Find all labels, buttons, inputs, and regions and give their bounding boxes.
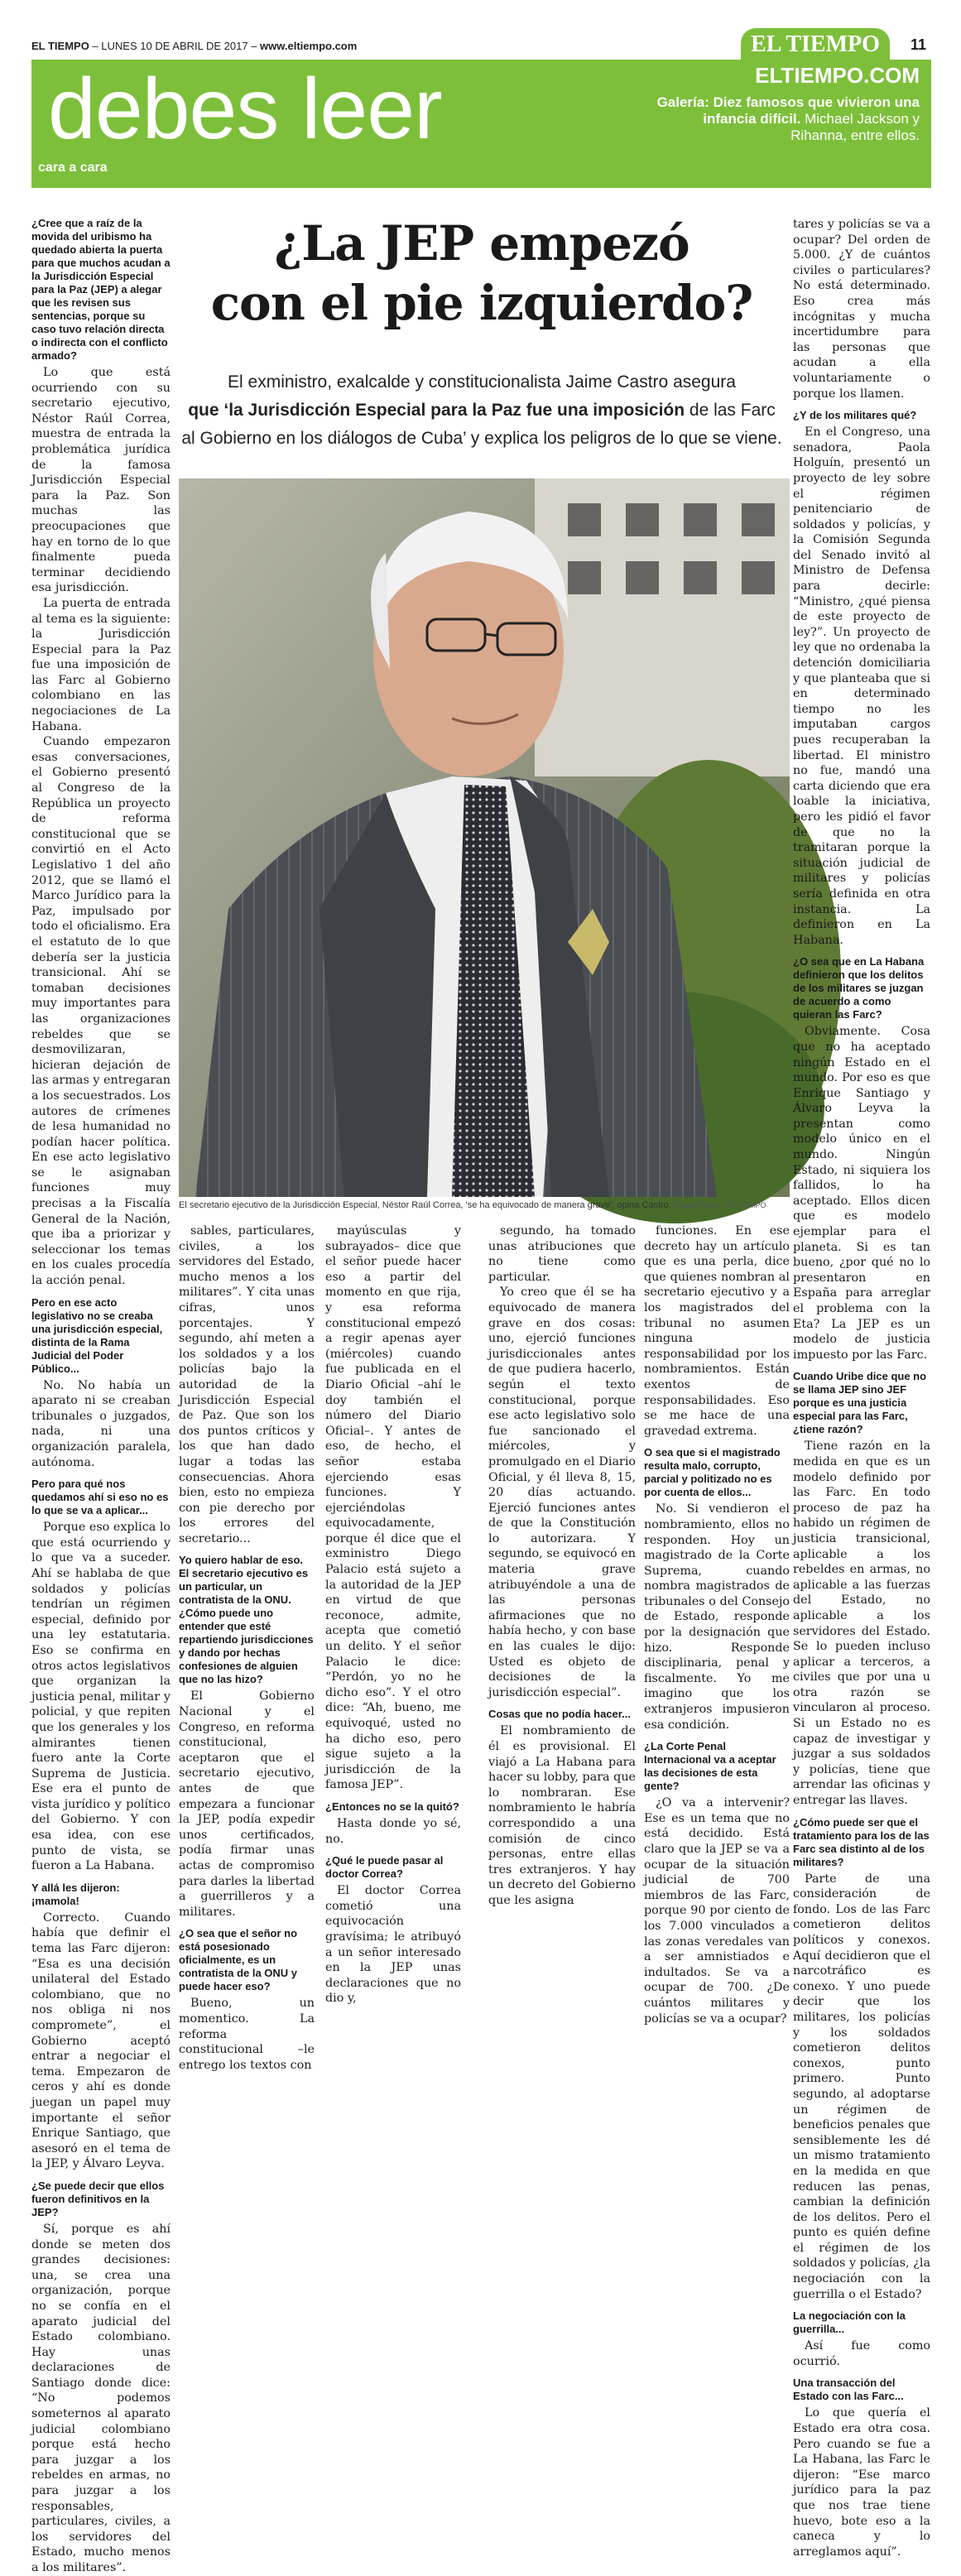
interview-answer: El nombramiento de él es provisional. El viajó a La Habana para hacer su lobby, para que lo nombraran. Ese nombramiento le habría correspondido a una comisión de cinco personas, entre ellas tres extranjeros. Y hay un decreto del Gobierno que les asigna <box>488 1724 636 1907</box>
column-bottom-4 <box>644 1223 790 2026</box>
deck <box>175 368 788 453</box>
interview-question: Y allá les dijeron: ¡mamola! <box>31 1881 120 1907</box>
interview-answer: Hasta donde yo sé, no. <box>325 1816 461 1846</box>
interview-answer: Sí, porque es ahí donde se meten dos grandes decisiones: una, se crea una organización, porque no se confía en el aparato judicial del Estado colombiano. Hay unas declaraciones de Santiago donde dice: “No podemos someternos al aparato judicial colombiano porque está hecho para juzgar a los rebeldes en armas, no para juzgar a los responsables, particulares, civiles, a los servidores del Estado, mucho menos a los militares”. <box>31 2222 171 2574</box>
interview-answer: El Gobierno Nacional y el Congreso, en reforma constitucional, aceptaron que el secretario ejecutivo, antes de que empezara a funcionar la JEP, podía expedir unos certificados, podía firmar unas actas de compromiso para darles la libertad a guerrilleros y a militares. <box>179 1689 315 1919</box>
interview-question: ¿Y de los militares qué? <box>793 409 917 422</box>
brand-label: EL TIEMPO <box>31 40 89 52</box>
interview-question: ¿Cómo puede ser que el tratamiento para los de las Farc sea distinto al de los militares? <box>793 1815 930 1868</box>
interview-answer: sables, particulares, civiles, a los servidores del Estado, mucho menos a los militares”. Y cita unas cifras, unos porcentajes. Y segundo, ahí meten a los soldados y a los policías bajo la autoridad de la Jurisdicción Especial de Paz. Que son los dos puntos críticos y los que han dado lugar a todas las consecuencias. Ahora bien, esto no empieza con pie derecho por los errores del secretario... <box>179 1224 315 1545</box>
interview-answer: Yo creo que él se ha equivocado de manera grave en dos cosas: uno, ejerció funciones jurisdiccionales antes de que pudiera hacerlo, según el texto constitucional, porque ese acto legislativo solo fue sancionado el miércoles, y promulgado en el Diario Oficial, y él lleva 8, 15, 20 días actuando. Ejerció funciones antes de que la Constitución lo autorizara. Y segundo, se equivocó en materia grave atribuyéndole a una de las personas afirmaciones que no había hecho, y con base en las cuales le dijo: Usted es objeto de decisiones de la jurisdicción especial”. <box>488 1286 636 1699</box>
interview-answer: El doctor Correa cometió una equivocación gravísima; le atribuyó a un señor interesado en la JEP unas declaraciones que no dio y, <box>325 1884 461 2006</box>
headline-line-1: ¿La JEP empezó <box>274 215 690 272</box>
deck-line-2 <box>175 396 788 425</box>
deck-bold: que ‘la Jurisdicción Especial para la Paz fue una imposición <box>188 401 685 420</box>
interview-answer: segundo, ha tomado unas atribuciones que no tiene como particular. <box>488 1224 636 1284</box>
header-line: EL TIEMPO – LUNES 10 DE ABRIL DE 2017 – www.eltiempo.com <box>31 40 358 52</box>
interview-question: Yo quiero hablar de eso. El secretario ejecutivo es un particular, un contratista de la ONU. ¿Cómo puede uno entender que esté repartiendo jurisdicciones y dando por hechas confesiones de alguien que no las hizo? <box>179 1554 314 1686</box>
interview-answer: No. No había un aparato ni se creaban tribunales o juzgados, nada, ni una organización paralela, autónoma. <box>31 1378 171 1469</box>
interview-question: ¿O sea que el señor no está posesionado oficialmente, es un contratista de la ONU y puede hacer eso? <box>179 1927 298 1993</box>
interview-answer: Lo que está ocurriendo con su secretario ejecutivo, Néstor Raúl Correa, muestra de entrada la problemática jurídica de la famosa Jurisdicción Especial para la Paz. Son muchas las preocupaciones que hay en torno de lo que finalmente pueda terminar decidiendo esa jurisdicción. <box>31 366 171 595</box>
banner-subtitle: cara a cara <box>38 161 108 175</box>
banner-promo[interactable] <box>646 94 920 144</box>
interview-answer: Obviamente. Cosa que no ha aceptado ningún Estado en el mundo. Por eso es que Enrique Santiago y Álvaro Leyva la presentan como modelo único en el mundo. Ningún Estado, ni siquiera los fallidos, lo ha aceptado. Ellos dicen que es modelo ejemplar para el planeta. Si es tan bueno, ¿por qué no lo presentaron en España para arreglar el problema con la Eta? La JEP es un modelo de justicia impuesto por las Farc. <box>793 1025 930 1362</box>
column-bottom-3 <box>488 1223 636 1907</box>
interview-answer: En el Congreso, una senadora, Paola Holguín, presentó un proyecto de ley sobre el régimen penitenciario de soldados y policías, y la Comisión Segunda del Senado invitó al Ministro de Defensa para decirle: “Ministro, ¿qué piensa de este proyecto de ley?”. Un proyecto de ley que no ordenaba la detención domiciliaria y que planteaba que si en determinado tiempo no les imputaban cargos pues recuperaban la libertad. El ministro no fue, mandó una carta diciendo que era loable la iniciativa, pero les pidió el favor de que no la tramitaran porque la situación judicial de militares y policías sería definida en otra instancia. La definieron en La Habana. <box>793 425 930 947</box>
interview-answer: Correcto. Cuando había que definir el tema las Farc dijeron: “Esa es una decisión unilateral del Estado colombiano, que no nos obliga ni nos compromete”, el Gobierno aceptó entrar a negociar el tema. Empezaron de ceros y ahí es donde juegan un papel muy importante el señor Enrique Santiago, que asesoró en el tema de la JEP, y Álvaro Leyva. <box>31 1910 171 2171</box>
headline <box>175 214 788 333</box>
interview-answer: funciones. En ese decreto hay un artículo que es una perla, dice que quienes nombran al secretario ejecutivo y a los magistrados del tribunal no asumen ninguna responsabilidad por los nombramientos. Están exentos de responsabilidades. Eso se me hace de una gravedad extrema. <box>644 1224 790 1438</box>
interview-question: Cuando Uribe dice que no se llama JEP sino JEF porque es una justicia especial para las Farc, ¿tiene razón? <box>793 1370 927 1436</box>
interview-answer: mayúsculas y subrayados– dice que el señor puede hacer eso a partir del momento en que rija, y esa reforma constitucional empezó a regir apenas ayer (miércoles) cuando fue publicada en el Diario Oficial –ahí le doy también el número del Diario Oficial–. Y antes de eso, de hecho, el señor estaba ejerciendo esas funciones. Y ejerciéndolas equivocadamente, porque él dice que el exministro Diego Palacio está sujeto a la autoridad de la JEP en virtud de que reconoce, admite, acepta que cometió un delito. Y el señor Palacio le dice: “Perdón, yo no he dicho eso”. Y el otro dice: “Ah, bueno, me equivoqué, usted no ha dicho eso, pero sigue sujeto a la jurisdicción de la famosa JEP”. <box>325 1224 461 1792</box>
interview-question: Una transacción del Estado con las Farc... <box>793 2377 904 2403</box>
interview-question: ¿Cree que a raíz de la movida del uribismo ha quedado abierta la puerta para que muchos acudan a la Jurisdicción Especial para la Paz (JEP) a alegar que les revisen sus sentencias, porque su caso tuvo relación directa o indirecta con el conflicto armado? <box>31 217 171 362</box>
deck-rest: de las Farc <box>685 401 776 420</box>
interview-answer: La puerta de entrada al tema es la siguiente: la Jurisdicción Especial para la Paz fue una imposición de las Farc al Gobierno colombiano en las negociaciones de La Habana. <box>31 596 171 733</box>
section-tab: EL TIEMPO <box>741 28 890 60</box>
page-number: 11 <box>910 36 926 53</box>
interview-answer: No. Si vendieron el nombramiento, ellos no responden. Hoy un magistrado de la Corte Suprema, cuando nombra magistrados de tribunales o del Consejo de Estado, responde por la designación que hizo. Responde disciplinaria, penal y fiscalmente. Yo me imagino que los extranjeros impusieron esa condición. <box>644 1502 790 1732</box>
deck-line-3: al Gobierno en los diálogos de Cuba’ y explica los peligros de lo que se viene. <box>181 429 782 448</box>
date-label: LUNES 10 DE ABRIL DE 2017 <box>101 40 248 52</box>
column-right <box>793 217 930 2559</box>
photo-caption <box>179 1200 790 1210</box>
photo-illustration <box>179 478 790 1197</box>
interview-answer: Así fue como ocurrió. <box>793 2339 930 2368</box>
interview-question: ¿Entonces no se la quitó? <box>325 1800 459 1813</box>
promo-text: Michael Jackson y Rihanna, entre ellos. <box>790 111 920 143</box>
interview-question: Pero para qué nos quedamos ahí si eso no es lo que se va a aplicar... <box>31 1478 169 1517</box>
interview-question: ¿Qué le puede pasar al doctor Correa? <box>325 1854 444 1881</box>
banner-title: debes leer <box>48 61 442 157</box>
interview-question: La negociación con la guerrilla... <box>793 2309 906 2336</box>
interview-answer: Lo que quería el Estado era otra cosa. Pero cuando se fue a La Habana, las Farc le dijeron: “Ese marco jurídico para la paz que nos trae tiene huevo, bote eso a la caneca y lo arreglamos aquí”. <box>793 2406 930 2559</box>
interview-answer: Bueno, un momentico. La reforma constitucional –le entrego los textos con <box>179 1997 315 2072</box>
interview-answer: ¿O va a intervenir? Ese es un tema que no está decidido. Está claro que la JEP se va a ocupar de la situación judicial de 700 miembros de las Farc, porque 90 por ciento de los 7.000 vinculados a las zonas veredales van a ser amnistiados e indultados. Se va a ocupar de 700. ¿De cuántos militares y policías se va a ocupar? <box>644 1796 790 2026</box>
interview-question: O sea que si el magistrado resulta malo, corrupto, parcial y politizado no es por cuenta de ellos... <box>644 1446 781 1499</box>
banner-site-link[interactable]: ELTIEMPO.COM <box>755 63 920 88</box>
interview-answer: Cuando empezaron esas conversaciones, el Gobierno presentó al Congreso de la República un proyecto de reforma constitucional que se convirtió en el Acto Legislativo 1 del año 2012, que se llamó el Marco Jurídico para la Paz, impulsado por todo el oficialismo. Era el estatuto de lo que debería ser la justicia transicional. Ahí se tomaban decisiones muy importantes para las organizaciones rebeldes que se desmovilizaran, hicieran dejación de las armas y entregaran a los secuestrados. Los autores de crímenes de lesa humanidad no podían hacer política. En ese acto legislativo se le asignaban funciones muy precisas a la Fiscalía General de la Nación, que iba a priorizar y seleccionar los temas en los cuales procedía la acción penal. <box>31 735 171 1288</box>
column-left <box>31 217 171 2574</box>
section-banner <box>31 60 931 188</box>
interview-question: ¿Se puede decir que ellos fueron definitivos en la JEP? <box>31 2179 165 2218</box>
photo-credit: Claudia Rubio / EL TIEMPO <box>673 1201 766 1209</box>
interview-answer: Porque eso explica lo que está ocurriendo y lo que va a suceder. Ahí se hablaba de que soldados y policías tendrían un régimen especial, definido por una ley estatutaria. Eso se confirma en otros actos legislativos que organizan la justicia penal, militar y policial, y que repiten que los generales y los almirantes tienen fuero ante la Corte Suprema de Justicia. Ese era el punto de vista jurídico y político del Gobierno. Y con esa idea, con ese punto de vista, se fueron a La Habana. <box>31 1521 171 1873</box>
column-bottom-2 <box>325 1223 461 2006</box>
interview-question: Pero en ese acto legislativo no se creaba una jurisdicción especial, distinta de la Rama Judicial del Poder Público... <box>31 1295 163 1375</box>
interview-question: Cosas que no podía hacer... <box>488 1708 631 1721</box>
interview-question: ¿O sea que en La Habana definieron que los delitos de los militares se juzgan de acuerdo a como quieran las Farc? <box>793 955 925 1021</box>
interview-answer: tares y policías se va a ocupar? Del orden de 5.000. ¿Y de cuántos civiles o particulares? No está determinado. Eso crea más incógnitas y mucha incertidumbre para las personas que acudan a ella voluntariamente o porque los llamen. <box>793 218 930 401</box>
headline-line-2: con el pie izquierdo? <box>210 275 753 331</box>
url-label: www.eltiempo.com <box>260 40 358 52</box>
caption-text: El secretario ejecutivo de la Jurisdicción Especial, Néstor Raúl Correa, 'se ha equivocado de manera grave', opina Castro. <box>179 1200 671 1210</box>
column-bottom-1 <box>179 1223 315 2072</box>
deck-line-1: El exministro, exalcalde y constitucionalista Jaime Castro asegura <box>228 372 736 392</box>
interview-question: ¿La Corte Penal Internacional va a aceptar las decisiones de esta gente? <box>644 1740 776 1793</box>
promo-bold: Galería: Diez famosos que vivieron una infancia difícil. <box>656 94 920 127</box>
interview-answer: Parte de una consideración de fondo. Los de las Farc cometieron delitos políticos y conexos. Aquí decidieron que el narcotráfico es conexo. Y uno puede decir que los militares, los policías y los soldados cometieron delitos conexos, punto primero. Punto segundo, al adoptarse un régimen de beneficios penales que sensiblemente les dé un mismo tratamiento en la medida en que reducen las penas, cambian la definición de los delitos. Pero el punto es quién define el régimen de los soldados y policías, ¿la negociación con la guerrilla o el Estado? <box>793 1872 930 2301</box>
interview-answer: Tiene razón en la medida en que es un modelo definido por las Farc. En todo proceso de paz ha habido un régimen de justicia transicional, aplicable a los rebeldes en armas, no aplicable a las fuerzas del Estado, no aplicable a los servidores del Estado. Se lo pueden incluso aplicar a terceros, a civiles que por una u otra razón se vincularon al proceso. Si un Estado no es capaz de investigar y juzgar a sus soldados y policías, tiene que arrendar las oficinas y entregar las llaves. <box>793 1439 930 1808</box>
article-photo <box>179 478 790 1197</box>
